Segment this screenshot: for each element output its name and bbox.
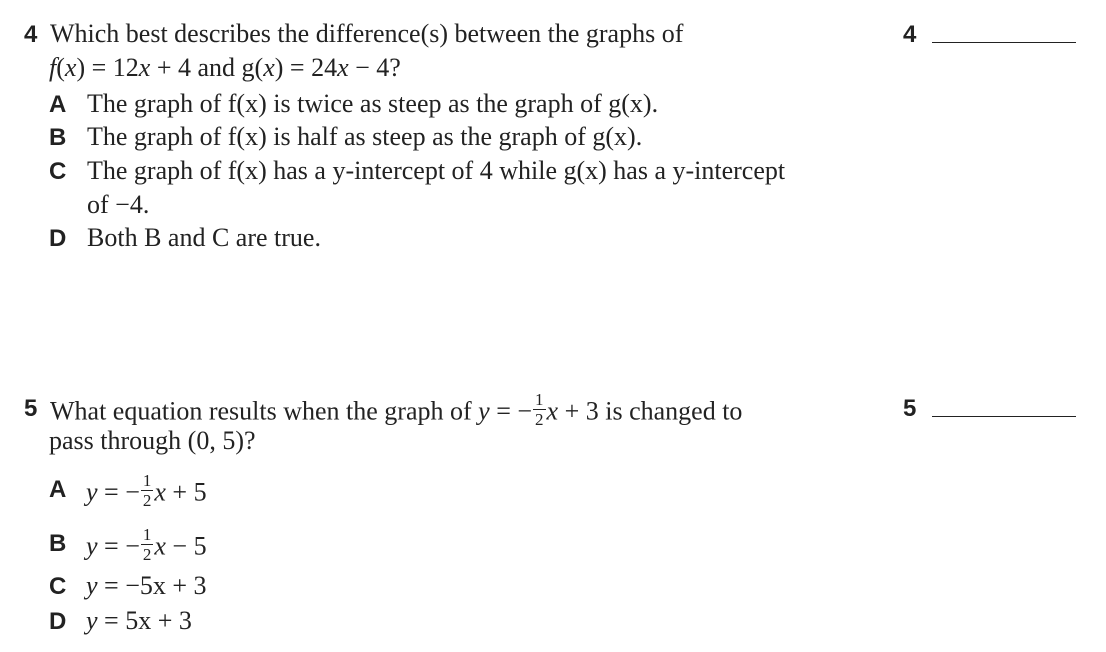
question-4-number: 4 <box>24 21 38 48</box>
q4-choice-d-text: Both B and C are true. <box>87 223 321 252</box>
q4-choice-b-letter: B <box>49 124 67 151</box>
question-4-stem-line1: Which best describes the difference(s) between the graphs of <box>50 19 684 48</box>
q4-choice-d-letter: D <box>49 225 67 252</box>
q5-choice-a-text: y = − $\frac{1}{2}$ x + 5 <box>86 471 207 510</box>
question-5-answer-number: 5 <box>903 395 917 422</box>
q5-choice-c-text: y = −5x + 3 <box>86 571 207 600</box>
q5-choice-a-fraction: $\frac{1}{2}$ <box>142 471 152 510</box>
question-5-stem-line1: What equation results when the graph of y = − $\frac{1}{2}$ x + 3 is changed to <box>50 390 743 429</box>
q4-choice-c-text: The graph of f(x) has a y-intercept of 4 while g(x) has a y-intercept <box>87 156 786 185</box>
q5-choice-d-text: y = 5x + 3 <box>86 606 192 635</box>
question-4-answer-line[interactable] <box>932 42 1076 43</box>
q5-choice-d-letter: D <box>49 608 67 635</box>
q4-choice-c-text-line2: of −4. <box>87 190 150 219</box>
q4-choice-c-letter: C <box>49 158 67 185</box>
question-5-stem-line2: pass through (0, 5)? <box>49 426 256 455</box>
q5-choice-a-letter: A <box>49 476 67 503</box>
q4-choice-a-letter: A <box>49 91 67 118</box>
q5-stem-fraction: $\frac{1}{2}$ <box>535 390 544 429</box>
question-4-stem-line2: f(x) = 12x + 4 and g(x) = 24x − 4? <box>49 53 401 82</box>
q5-choice-c-letter: C <box>49 573 67 600</box>
question-5-answer-line[interactable] <box>932 416 1076 417</box>
question-4-answer-number: 4 <box>903 21 917 48</box>
question-5-number: 5 <box>24 395 38 422</box>
q4-choice-a-text: The graph of f(x) is twice as steep as the graph of g(x). <box>87 89 659 118</box>
q5-choice-b-fraction: $\frac{1}{2}$ <box>142 525 152 564</box>
q4-choice-b-text: The graph of f(x) is half as steep as the graph of g(x). <box>87 122 643 151</box>
q5-choice-b-text: y = − $\frac{1}{2}$ x − 5 <box>86 525 207 564</box>
q5-choice-b-letter: B <box>49 530 67 557</box>
